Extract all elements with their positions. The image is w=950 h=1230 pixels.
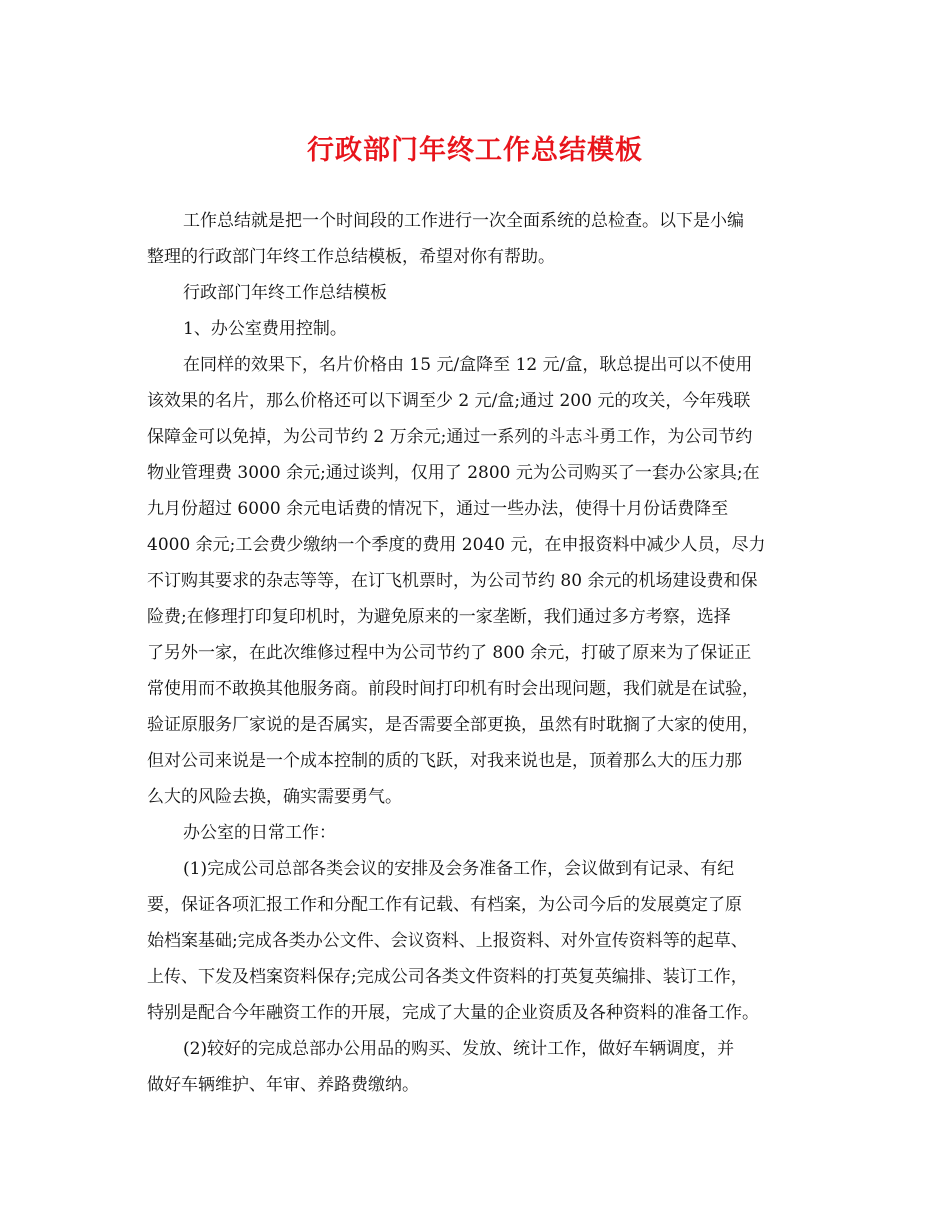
text-line: 物业管理费 3000 余元;通过谈判，仅用了 2800 元为公司购买了一套办公家具;在 [147,463,760,483]
text-line: 上传、下发及档案资料保存;完成公司各类文件资料的打英复英编排、装订工作， [147,967,748,987]
text-line: 工作总结就是把一个时间段的工作进行一次全面系统的总检查。以下是小编 [183,211,744,231]
text-line: 九月份超过 6000 余元电话费的情况下，通过一些办法，使得十月份话费降至 [147,499,729,519]
text-line: 么大的风险去换，确实需要勇气。 [147,787,402,807]
text-line: 办公室的日常工作： [183,823,336,843]
text-line: 始档案基础;完成各类办公文件、会议资料、上报资料、对外宣传资料等的起草、 [147,931,748,951]
text-line: 了另外一家，在此次维修过程中为公司节约了 800 余元，打破了原来为了保证正 [147,643,752,663]
text-line: 要，保证各项汇报工作和分配工作有记载、有档案，为公司今后的发展奠定了原 [147,895,742,915]
document-title: 行政部门年终工作总结模板 [307,135,643,166]
text-line: 险费;在修理打印复印机时，为避免原来的一家垄断，我们通过多方考察，选择 [147,607,731,627]
text-line: 特别是配合今年融资工作的开展，完成了大量的企业资质及各种资料的准备工作。 [147,1003,759,1023]
text-line: 做好车辆维护、年审、养路费缴纳。 [147,1075,419,1095]
text-line: 行政部门年终工作总结模板 [183,283,387,303]
text-line: 整理的行政部门年终工作总结模板，希望对你有帮助。 [147,247,555,267]
text-line: 常使用而不敢换其他服务商。前段时间打印机有时会出现问题，我们就是在试验， [147,679,759,699]
text-line: 4000 余元;工会费少缴纳一个季度的费用 2040 元，在申报资料中减少人员，尽力 [147,535,766,555]
document-body [147,203,812,1103]
text-line: 1、办公室费用控制。 [183,319,347,339]
text-line: 不订购其要求的杂志等等，在订飞机票时，为公司节约 80 余元的机场建设费和保 [147,571,758,591]
text-line: (1)完成公司总部各类会议的安排及会务准备工作，会议做到有记录、有纪 [183,859,735,879]
text-line: 但对公司来说是一个成本控制的质的飞跃，对我来说也是，顶着那么大的压力那 [147,751,742,771]
text-line: 验证原服务厂家说的是否属实，是否需要全部更换，虽然有时耽搁了大家的使用， [147,715,759,735]
text-line: 在同样的效果下，名片价格由 15 元/盒降至 12 元/盒，耿总提出可以不使用 [183,355,753,375]
text-line: (2)较好的完成总部办公用品的购买、发放、统计工作，做好车辆调度，并 [183,1039,735,1059]
text-line: 保障金可以免掉，为公司节约 2 万余元;通过一系列的斗志斗勇工作，为公司节约 [147,427,753,447]
text-line: 该效果的名片，那么价格还可以下调至少 2 元/盒;通过 200 元的攻关，今年残联 [147,391,751,411]
